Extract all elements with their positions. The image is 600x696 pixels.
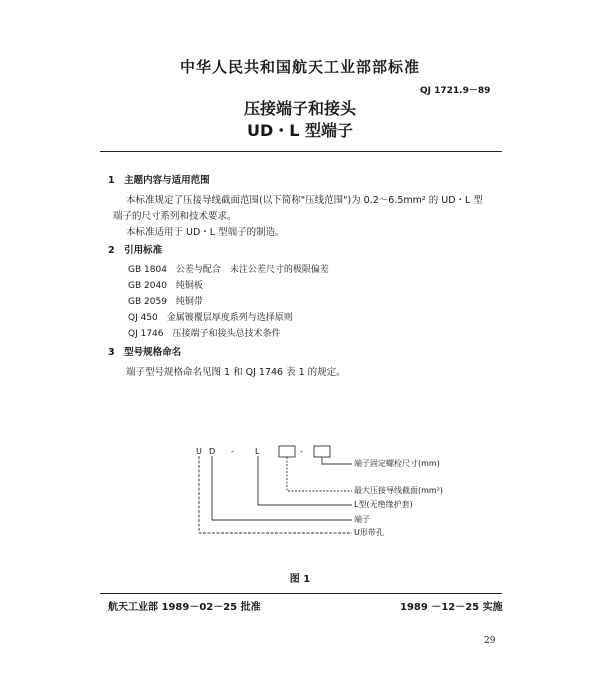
effective-date: 1989 －12－25 实施 [400,602,503,613]
document-subtitle: UD・L 型端子 [246,121,354,140]
reference-item: GB 2040 纯铜板 [128,281,203,291]
paragraph-line: 本标准规定了压接导线截面范围(以下简称"压线范围")为 0.2～6.5mm² 的 UD・L 型 [126,195,483,206]
reference-item: QJ 450 金属镀覆层厚度系列与选择原则 [128,313,293,323]
page-number: 29 [484,636,496,646]
reference-item: GB 2059 纯铜带 [128,297,203,307]
section-heading: 1 主题内容与适用范围 [108,175,210,186]
reference-item: QJ 1746 压接端子和接头总技术条件 [128,329,281,339]
section-heading: 2 引用标准 [108,245,163,256]
code-part-u: U [196,447,202,456]
standard-number: QJ 1721.9－89 [420,86,491,96]
paragraph-line: 本标准适用于 UD・L 型端子的制造。 [126,227,285,238]
annotation-max-section: 最大压接导线截面(mm²) [354,486,444,495]
footer-rule [100,593,502,594]
code-part-l: L [255,447,260,456]
paragraph-line: 端子的尺寸系列和技术要求。 [113,211,237,222]
code-part-d: D [209,447,216,456]
code-separator: - [231,447,234,456]
code-separator: - [300,447,303,456]
annotation-l-type: L型(无绝缘护套) [354,500,413,509]
section-heading: 3 型号规格命名 [108,347,182,358]
paragraph-line: 端子型号规格命名见图 1 和 QJ 1746 表 1 的规定。 [126,367,346,378]
annotation-bolt-size: 端子固定螺栓尺寸(mm) [354,459,440,468]
standard-body-title: 中华人民共和国航天工业部部标准 [179,58,420,76]
annotation-terminal: 端子 [354,515,370,524]
reference-item: GB 1804 公差与配合 未注公差尺寸的极限偏差 [128,265,329,275]
figure-caption: 图 1 [289,574,311,585]
annotation-u-shape: U形带孔 [354,528,384,537]
document-title: 压接端子和接头 [243,99,356,118]
issued-date: 航天工业部 1989－02－25 批准 [108,602,261,613]
